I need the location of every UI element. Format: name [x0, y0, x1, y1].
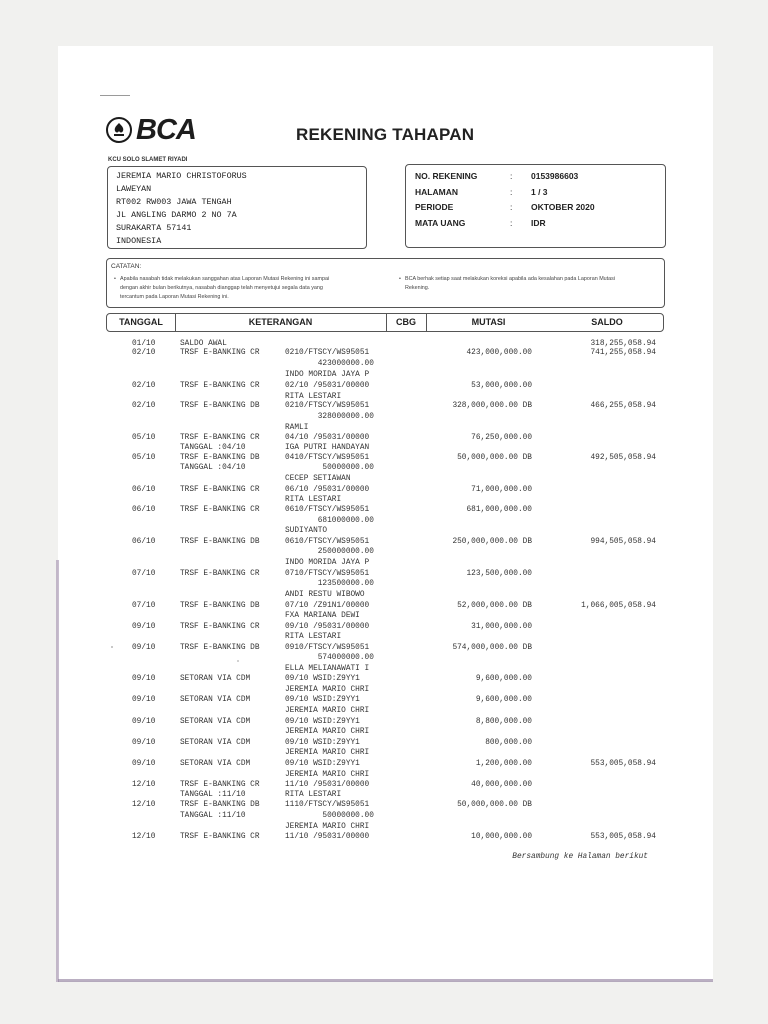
- table-row: [0, 602, 768, 612]
- row-amount: 328,000,000.00 DB: [452, 402, 532, 410]
- row-date: 06/10: [132, 486, 156, 494]
- row-description: SETORAN VIA CDM: [180, 760, 251, 768]
- address-line: JL ANGLING DARMO 2 NO 7A: [116, 210, 237, 220]
- note-line: BCA berhak setiap saat melakukan koreksi apabila ada kesalahan pada Laporan Mutasi: [405, 276, 616, 282]
- table-row: [0, 434, 768, 444]
- row-amount: 71,000,000.00: [471, 486, 532, 494]
- row-date: 02/10: [132, 402, 156, 410]
- row-amount: 9,600,000.00: [475, 696, 532, 704]
- row-date: 09/10: [132, 739, 156, 747]
- table-row: [0, 718, 768, 728]
- row-reference: 09/10 WSID:Z9YY1: [285, 718, 360, 726]
- period-row: [415, 202, 655, 216]
- row-amount: 423,000,000.00: [466, 349, 532, 357]
- row-date: 07/10: [132, 602, 156, 610]
- row-description: TANGGAL :04/10: [180, 444, 246, 452]
- table-row: [0, 707, 768, 717]
- table-row: [0, 527, 768, 537]
- bank-logo: [106, 115, 196, 145]
- page-value: 1 / 3: [531, 187, 548, 197]
- row-date: 05/10: [132, 454, 156, 462]
- note-line: Apabila nasabah tidak melakukan sanggahan atas Laporan Mutasi Rekening ini sampai: [120, 276, 330, 282]
- row-balance: 466,255,058.94: [590, 402, 656, 410]
- row-description: SETORAN VIA CDM: [180, 675, 251, 683]
- row-reference: 09/10 /95031/00000: [285, 623, 370, 631]
- table-row: [0, 675, 768, 685]
- table-row: [0, 696, 768, 706]
- row-amount: 10,000,000.00: [471, 833, 532, 841]
- currency-label: MATA UANG: [415, 218, 466, 228]
- table-row: [0, 749, 768, 759]
- table-row: [0, 623, 768, 633]
- row-reference: JEREMIA MARIO CHRI: [285, 823, 370, 831]
- row-balance: 492,505,058.94: [590, 454, 656, 462]
- table-row: [0, 580, 768, 590]
- row-reference: CECEP SETIAWAN: [285, 475, 351, 483]
- row-reference: 328000000.00: [285, 413, 374, 421]
- row-reference: 681000000.00: [285, 517, 374, 525]
- table-row: [0, 548, 768, 558]
- row-reference: 1110/FTSCY/WS95051: [285, 801, 370, 809]
- row-reference: RITA LESTARI: [285, 791, 342, 799]
- table-row: [0, 506, 768, 516]
- row-reference: 50000000.00: [285, 812, 374, 820]
- bank-logo-text: BCA: [136, 113, 196, 146]
- colon: :: [510, 187, 513, 197]
- table-row: [0, 360, 768, 370]
- row-date: 09/10: [132, 675, 156, 683]
- address-line: LAWEYAN: [116, 184, 152, 194]
- row-reference: RITA LESTARI: [285, 496, 342, 504]
- row-reference: INDO MORIDA JAYA P: [285, 559, 370, 567]
- row-reference: 04/10 /95031/00000: [285, 434, 370, 442]
- row-amount: 31,000,000.00: [471, 623, 532, 631]
- table-row: [0, 781, 768, 791]
- account-number-value: 0153986603: [531, 171, 579, 181]
- row-date: 06/10: [132, 538, 156, 546]
- colon: :: [510, 171, 513, 181]
- row-reference: 574000000.00: [285, 654, 374, 662]
- row-date: 09/10: [132, 696, 156, 704]
- row-reference: IGA PUTRI HANDAYAN: [285, 444, 370, 452]
- row-date: 09/10: [132, 644, 156, 652]
- row-amount: 40,000,000.00: [471, 781, 532, 789]
- row-reference: RITA LESTARI: [285, 393, 342, 401]
- account-number-label: NO. REKENING: [415, 171, 478, 181]
- row-reference: 09/10 WSID:Z9YY1: [285, 739, 360, 747]
- row-reference: ANDI RESTU WIBOWO: [285, 591, 365, 599]
- row-date: 01/10: [132, 340, 156, 348]
- row-description: TRSF E-BANKING CR: [180, 833, 260, 841]
- row-reference: JEREMIA MARIO CHRI: [285, 686, 370, 694]
- row-amount: 8,800,000.00: [475, 718, 532, 726]
- row-description: TRSF E-BANKING DB: [180, 644, 260, 652]
- row-reference: 11/10 /95031/00000: [285, 833, 370, 841]
- row-balance: 318,255,058.94: [590, 340, 656, 348]
- page-bottom-edge: [58, 979, 713, 982]
- row-reference: 11/10 /95031/00000: [285, 781, 370, 789]
- header-keterangan: KETERANGAN: [248, 317, 313, 327]
- row-reference: 0610/FTSCY/WS95051: [285, 538, 370, 546]
- address-line: RT002 RW003 JAWA TENGAH: [116, 197, 232, 207]
- row-amount: 123,500,000.00: [466, 570, 532, 578]
- row-reference: INDO MORIDA JAYA P: [285, 371, 370, 379]
- row-date: 07/10: [132, 570, 156, 578]
- table-row: [0, 644, 768, 654]
- table-row: [0, 591, 768, 601]
- row-balance: 741,255,058.94: [590, 349, 656, 357]
- row-description: TRSF E-BANKING CR: [180, 623, 260, 631]
- table-row: [0, 413, 768, 423]
- row-description: SETORAN VIA CDM: [180, 696, 251, 704]
- table-row: [0, 739, 768, 749]
- address-line: SURAKARTA 57141: [116, 223, 192, 233]
- row-description: TRSF E-BANKING CR: [180, 486, 260, 494]
- table-row: [0, 760, 768, 770]
- row-amount: 9,600,000.00: [475, 675, 532, 683]
- table-row: [0, 454, 768, 464]
- account-number-row: [415, 171, 655, 185]
- document-title: REKENING TAHAPAN: [296, 125, 475, 144]
- note-line: Rekening.: [405, 285, 430, 291]
- row-description: TRSF E-BANKING CR: [180, 781, 260, 789]
- table-row: [0, 475, 768, 485]
- table-row: [0, 686, 768, 696]
- row-amount: 53,000,000.00: [471, 382, 532, 390]
- table-row: [0, 486, 768, 496]
- row-date: 06/10: [132, 506, 156, 514]
- header-cbg: CBG: [396, 317, 416, 327]
- page-row: [415, 187, 655, 201]
- row-description: TANGGAL :11/10: [180, 791, 246, 799]
- table-row: [0, 402, 768, 412]
- row-reference: JEREMIA MARIO CHRI: [285, 707, 370, 715]
- notes-box: [106, 258, 665, 308]
- scan-mark: [100, 95, 130, 96]
- table-row: [0, 371, 768, 381]
- row-amount: 76,250,000.00: [471, 434, 532, 442]
- row-balance: 553,005,058.94: [590, 833, 656, 841]
- row-reference: RITA LESTARI: [285, 633, 342, 641]
- table-row: [0, 538, 768, 548]
- table-row: [0, 559, 768, 569]
- header-tanggal: TANGGAL: [119, 317, 163, 327]
- row-amount: 1,200,000.00: [475, 760, 532, 768]
- colon: :: [510, 202, 513, 212]
- row-reference: 0910/FTSCY/WS95051: [285, 644, 370, 652]
- currency-value: IDR: [531, 218, 546, 228]
- continued-note: Bersambung ke Halaman berikut: [512, 853, 648, 861]
- header-mutasi: MUTASI: [471, 317, 506, 327]
- branch-name: KCU SOLO SLAMET RIYADI: [108, 157, 188, 163]
- table-row: [0, 570, 768, 580]
- period-label: PERIODE: [415, 202, 454, 212]
- table-row: [0, 728, 768, 738]
- row-reference: 09/10 WSID:Z9YY1: [285, 760, 360, 768]
- row-description: SALDO AWAL: [180, 340, 227, 348]
- row-reference: 0210/FTSCY/WS95051: [285, 349, 370, 357]
- table-row: [0, 517, 768, 527]
- note-right: [399, 275, 660, 293]
- row-reference: 0610/FTSCY/WS95051: [285, 506, 370, 514]
- row-reference: 0710/FTSCY/WS95051: [285, 570, 370, 578]
- currency-row: [415, 218, 655, 232]
- row-amount: 800,000.00: [485, 739, 532, 747]
- row-date: 12/10: [132, 781, 156, 789]
- notes-title: CATATAN:: [111, 263, 142, 270]
- row-date: 12/10: [132, 801, 156, 809]
- row-description: TANGGAL :11/10: [180, 812, 246, 820]
- row-description: TRSF E-BANKING DB: [180, 602, 260, 610]
- table-row: [0, 496, 768, 506]
- row-reference: 02/10 /95031/00000: [285, 382, 370, 390]
- row-description: TRSF E-BANKING CR: [180, 382, 260, 390]
- row-reference: 123500000.00: [285, 580, 374, 588]
- row-amount: 52,000,000.00 DB: [457, 602, 532, 610]
- row-amount: 681,000,000.00: [466, 506, 532, 514]
- row-reference: RAMLI: [285, 424, 309, 432]
- row-amount: 250,000,000.00 DB: [452, 538, 532, 546]
- row-reference: JEREMIA MARIO CHRI: [285, 728, 370, 736]
- row-description: SETORAN VIA CDM: [180, 739, 251, 747]
- table-row: [0, 823, 768, 833]
- scan-speck: [237, 660, 239, 662]
- row-reference: 250000000.00: [285, 548, 374, 556]
- table-header: [106, 313, 664, 332]
- table-row: [0, 612, 768, 622]
- row-reference: 0410/FTSCY/WS95051: [285, 454, 370, 462]
- note-line: tercantum pada Laporan Mutasi Rekening ini.: [120, 294, 229, 300]
- period-value: OKTOBER 2020: [531, 202, 595, 212]
- bca-emblem-icon: [106, 117, 132, 143]
- table-row: [0, 812, 768, 822]
- customer-address-box: [107, 166, 367, 249]
- row-date: 02/10: [132, 349, 156, 357]
- row-balance: 553,005,058.94: [590, 760, 656, 768]
- page-label: HALAMAN: [415, 187, 458, 197]
- table-row: [0, 633, 768, 643]
- row-reference: 0210/FTSCY/WS95051: [285, 402, 370, 410]
- table-row: [0, 444, 768, 454]
- row-description: TRSF E-BANKING CR: [180, 349, 260, 357]
- row-balance: 1,066,005,058.94: [581, 602, 656, 610]
- bullet-icon: •: [399, 276, 401, 282]
- row-date: 12/10: [132, 833, 156, 841]
- row-reference: SUDIYANTO: [285, 527, 328, 535]
- row-description: SETORAN VIA CDM: [180, 718, 251, 726]
- table-row: [0, 464, 768, 474]
- row-description: TRSF E-BANKING CR: [180, 570, 260, 578]
- row-description: TRSF E-BANKING DB: [180, 454, 260, 462]
- table-row: [0, 424, 768, 434]
- table-row: [0, 349, 768, 359]
- row-reference: 423000000.00: [285, 360, 374, 368]
- row-date: 02/10: [132, 382, 156, 390]
- bullet-icon: •: [114, 276, 116, 282]
- row-reference: FXA MARIANA DEWI: [285, 612, 360, 620]
- table-row: [0, 791, 768, 801]
- row-reference: JEREMIA MARIO CHRI: [285, 749, 370, 757]
- row-date: 05/10: [132, 434, 156, 442]
- row-reference: JEREMIA MARIO CHRI: [285, 771, 370, 779]
- account-info-box: [405, 164, 666, 248]
- row-reference: 50000000.00: [285, 464, 374, 472]
- row-description: TANGGAL :04/10: [180, 464, 246, 472]
- row-description: TRSF E-BANKING DB: [180, 801, 260, 809]
- row-reference: 09/10 WSID:Z9YY1: [285, 675, 360, 683]
- table-row: [0, 801, 768, 811]
- row-description: TRSF E-BANKING DB: [180, 538, 260, 546]
- row-reference: ELLA MELIANAWATI I: [285, 665, 370, 673]
- row-date: 09/10: [132, 623, 156, 631]
- table-row: [0, 382, 768, 392]
- table-row: [0, 771, 768, 781]
- row-reference: 09/10 WSID:Z9YY1: [285, 696, 360, 704]
- row-description: TRSF E-BANKING DB: [180, 402, 260, 410]
- colon: :: [510, 218, 513, 228]
- note-line: dengan akhir bulan berikutnya, nasabah dianggap telah menyetujui segala data yang: [120, 285, 323, 291]
- row-balance: 994,505,058.94: [590, 538, 656, 546]
- scan-speck: [111, 646, 113, 648]
- address-line: JEREMIA MARIO CHRISTOFORUS: [116, 171, 247, 181]
- table-row: [0, 654, 768, 664]
- table-row: [0, 665, 768, 675]
- header-saldo: SALDO: [591, 317, 623, 327]
- row-amount: 50,000,000.00 DB: [457, 454, 532, 462]
- row-date: 09/10: [132, 718, 156, 726]
- row-date: 09/10: [132, 760, 156, 768]
- row-description: TRSF E-BANKING CR: [180, 434, 260, 442]
- table-row: [0, 833, 768, 843]
- row-description: TRSF E-BANKING CR: [180, 506, 260, 514]
- row-reference: 07/10 /Z91N1/00000: [285, 602, 370, 610]
- address-line: INDONESIA: [116, 236, 162, 246]
- row-reference: 06/10 /95031/00000: [285, 486, 370, 494]
- row-amount: 50,000,000.00 DB: [457, 801, 532, 809]
- note-left: [114, 275, 395, 302]
- row-amount: 574,000,000.00 DB: [452, 644, 532, 652]
